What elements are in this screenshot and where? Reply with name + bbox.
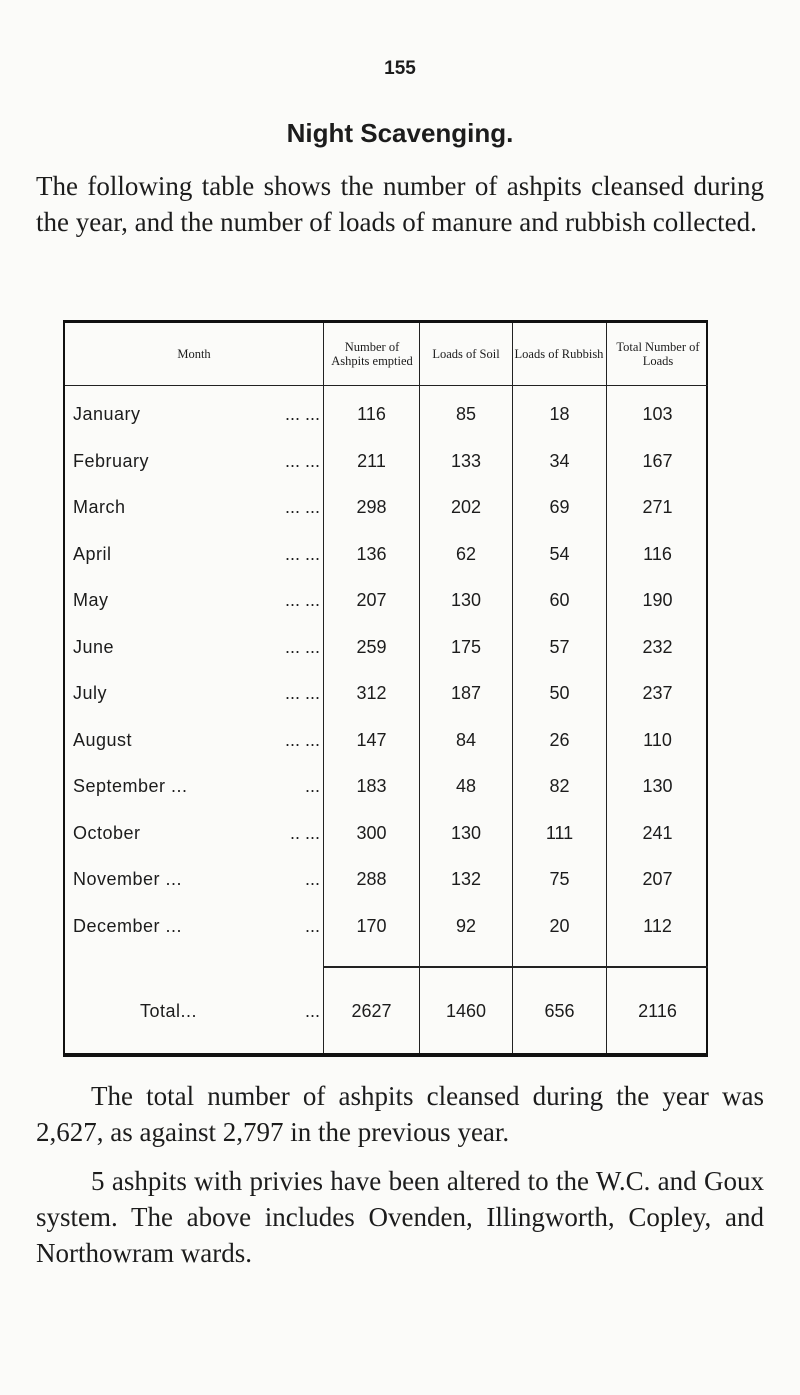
ashpits-value: 298 [356,497,387,517]
ashpits-value: 300 [356,822,387,843]
month-label: June [73,636,115,657]
header-rubbish: Loads of Rubbish [514,347,604,361]
month-label: February [73,450,150,471]
month-label: January [73,404,141,424]
total-value: 241 [642,822,673,843]
soil-value: 62 [455,543,477,564]
ashpits-value: 136 [356,543,387,564]
total-value: 237 [642,683,673,703]
rubbish-value: 18 [549,404,570,424]
ashpits-value: 147 [356,729,387,750]
total-value: 103 [642,404,673,424]
month-label: November ... [73,869,183,889]
leader-dots: ... ... [284,636,320,657]
soil-value: 85 [455,404,477,424]
rubbish-value: 75 [549,869,570,889]
soil-value: 92 [455,915,477,936]
ashpits-value: 116 [357,404,386,424]
month-label: December ... [73,915,183,936]
rubbish-value: 111 [545,822,574,843]
total-value: 167 [642,450,673,471]
month-label: May [73,590,109,610]
total-soil: 1460 [445,1001,487,1021]
ashpits-value: 288 [356,869,387,889]
leader-dots: ... ... [284,683,320,703]
ashpits-value: 211 [357,450,386,471]
ashpits-value: 207 [356,590,387,610]
header-month: Month [177,347,211,361]
header-ashpits: Number of Ashpits emptied [331,340,413,368]
total-rule [324,966,708,968]
soil-value: 175 [450,636,482,657]
total-value: 190 [642,590,673,610]
notes-paragraph: 5 ashpits with privies have been altered to the W.C. and Goux system. The above includes Ovenden, Illingworth, Copley, and Northowram wards. [36,1166,764,1268]
rubbish-value: 82 [549,776,570,796]
soil-value: 130 [450,822,482,843]
leader-dots: ... ... [284,543,320,564]
page-number: 155 [384,58,416,79]
month-label: July [73,683,108,703]
intro-paragraph: The following table shows the number of ashpits cleansed during the year, and the number of loads of manure and rubbish collected. [36,171,764,237]
ashpits-value: 259 [356,636,387,657]
soil-value: 48 [455,776,477,796]
leader-dots: ... ... [284,450,320,471]
leader-dots: ... ... [284,497,320,517]
total-value: 271 [642,497,673,517]
total-loads: 2116 [638,1001,677,1021]
total-value: 110 [643,729,672,750]
soil-value: 130 [450,590,482,610]
soil-value: 187 [450,683,482,703]
header-total: Total Number of Loads [616,340,700,368]
rubbish-value: 34 [549,450,570,471]
leader-dots: ... ... [284,590,320,610]
total-value: 116 [643,543,672,564]
total-value: 112 [643,915,672,936]
month-label: March [73,497,126,517]
leader-dots: ... [304,869,320,889]
rubbish-value: 57 [549,636,570,657]
ashpits-value: 170 [356,915,387,936]
rubbish-value: 54 [549,543,570,564]
month-label: October [73,822,141,843]
leader-dots: .. ... [289,822,320,843]
total-value: 232 [642,636,673,657]
section-heading: Night Scavenging. [286,118,514,148]
soil-value: 202 [450,497,482,517]
header-soil: Loads of Soil [432,347,500,361]
total-value: 207 [642,869,673,889]
ashpits-value: 183 [356,776,387,796]
month-label: September ... [73,776,188,796]
header-rule [65,385,708,386]
rubbish-value: 20 [549,915,570,936]
total-label: Total... [140,1001,198,1021]
rubbish-value: 50 [549,683,570,703]
soil-value: 84 [455,729,477,750]
total-value: 130 [642,776,673,796]
leader-dots: ... [304,915,320,936]
leader-dots: ... [304,776,320,796]
rubbish-value: 60 [549,590,570,610]
month-label: April [73,543,112,564]
leader-dots: ... ... [284,729,320,750]
ashpits-value: 312 [356,683,387,703]
leader-dots: ... [304,1001,320,1021]
scavenging-table [63,320,708,1057]
summary-paragraph: The total number of ashpits cleansed during the year was 2,627, as against 2,797 in the previous year. [36,1081,764,1147]
rubbish-value: 69 [549,497,570,517]
rubbish-value: 26 [549,729,570,750]
soil-value: 133 [450,450,482,471]
total-rubbish: 656 [544,1001,575,1021]
total-ashpits: 2627 [351,1001,392,1021]
soil-value: 132 [450,869,482,889]
month-label: August [73,729,133,750]
leader-dots: ... ... [284,404,320,424]
